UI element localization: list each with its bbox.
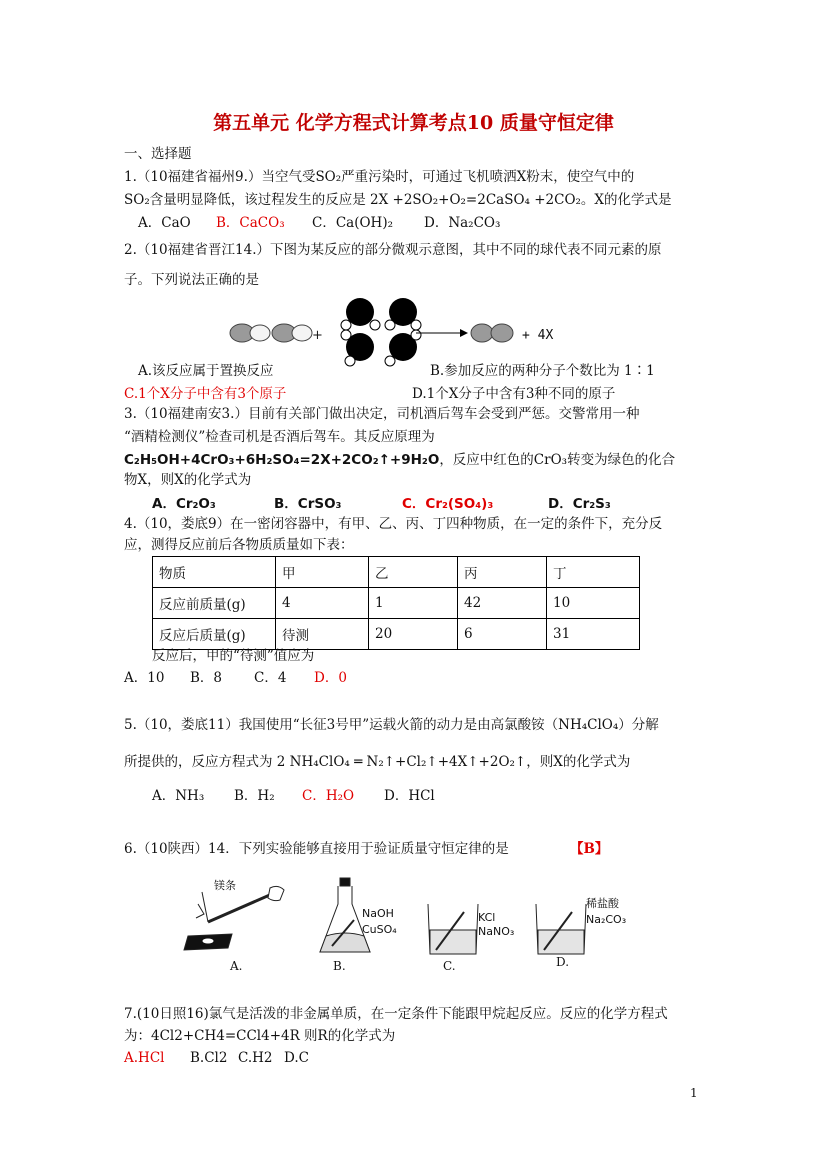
q4-option-d: D．0 <box>314 670 347 686</box>
q2-option-d: D.1个X分子中含有3种不同的原子 <box>412 386 616 402</box>
reactant-molecules-black <box>341 298 421 366</box>
label-cuso4: CuSO₄ <box>362 923 397 936</box>
product-4x: + 4X <box>522 328 554 343</box>
q5-line2: 所提供的，反应方程式为 2 NH₄ClO₄ ═ N₂↑+Cl₂↑+4X↑+2O₂↑，则X的化学式为 <box>124 754 631 770</box>
q3-line4: 物X，则X的化学式为 <box>124 472 252 488</box>
q6-answer: 【B】 <box>570 841 609 857</box>
reactant-molecule-2 <box>272 324 312 342</box>
q4-options <box>124 668 347 688</box>
label-magnesium: 镁条 <box>214 879 236 892</box>
table-row <box>153 588 640 619</box>
reaction-arrow <box>416 329 468 337</box>
q5-line1: 5.（10，娄底11）我国使用“长征3号甲”运载火箭的动力是由高氯酸铵（NH₄ClO₄）分解 <box>124 717 659 733</box>
table-cell: 甲 <box>276 557 369 588</box>
table-cell: 反应前质量(g) <box>153 588 276 619</box>
q7-option-d: D.C <box>284 1050 309 1066</box>
q3-option-a: A．Cr₂O₃ <box>152 496 216 512</box>
q3-option-c: C．Cr₂(SO₄)₃ <box>402 496 494 512</box>
label-naoh: NaOH <box>362 907 394 920</box>
label-nano3: NaNO₃ <box>478 925 515 938</box>
q3-options <box>152 494 611 514</box>
q4-line1: 4.（10，娄底9）在一密闭容器中，有甲、乙、丙、丁四种物质，在一定的条件下，充分反 <box>124 516 663 532</box>
q4-option-c: C．4 <box>254 670 287 686</box>
q4-option-a: A．10 <box>124 670 165 686</box>
section-heading: 一、选择题 <box>124 146 192 162</box>
label-kcl: KCl <box>478 911 496 924</box>
q4-line2: 应，测得反应前后各物质质量如下表： <box>124 537 354 553</box>
table-cell: 42 <box>458 588 547 619</box>
q5-option-c: C．H₂O <box>302 788 355 804</box>
q1-option-d: D．Na₂CO₃ <box>424 215 501 231</box>
q2-option-a: A.该反应属于置换反应 <box>138 363 274 379</box>
table-cell: 物质 <box>153 557 276 588</box>
table-cell: 待测 <box>276 619 369 650</box>
q2-line1: 2.（10福建省晋江14.）下图为某反应的部分微观示意图，其中不同的球代表不同元素的原 <box>124 242 662 258</box>
q7-option-b: B.Cl2 <box>190 1050 228 1066</box>
q3-line3 <box>124 450 675 470</box>
q6-line1: 6.（10陕西）14．下列实验能够直接用于验证质量守恒定律的是 <box>124 841 509 857</box>
table-row <box>153 557 640 588</box>
table-cell: 10 <box>547 588 640 619</box>
reactant-molecule-1 <box>230 324 270 342</box>
table-cell: 丁 <box>547 557 640 588</box>
q5-option-b: B．H₂ <box>234 788 275 804</box>
q5-option-d: D．HCl <box>384 788 435 804</box>
caption-d: D. <box>556 955 570 969</box>
q7-line2: 为：4Cl2+CH4=CCl4+4R 则R的化学式为 <box>124 1028 396 1044</box>
label-na2co3: Na₂CO₃ <box>586 913 627 926</box>
table-cell: 1 <box>369 588 458 619</box>
q1-options <box>138 213 500 233</box>
experiment-figures <box>180 874 640 974</box>
table-cell: 丙 <box>458 557 547 588</box>
q3-line2: “酒精检测仪”检查司机是否酒后驾车。其反应原理为 <box>124 429 435 445</box>
q1-option-b: B．CaCO₃ <box>216 215 285 231</box>
q1-line2: SO₂含量明显降低，该过程发生的反应是 2X +2SO₂+O₂=2CaSO₄ +2CO₂。X的化学式是 <box>124 192 672 208</box>
product-molecule <box>471 324 513 342</box>
q1-option-c: C．Ca(OH)₂ <box>312 215 393 231</box>
q7-option-c: C.H2 <box>238 1050 273 1066</box>
q5-option-a: A．NH₃ <box>152 788 205 804</box>
q4-line3: 反应后，甲的“待测”值应为 <box>152 648 315 664</box>
experiment-d <box>536 904 586 954</box>
page-title: 第五单元 化学方程式计算考点10 质量守恒定律 <box>213 112 614 134</box>
table-cell: 20 <box>369 619 458 650</box>
caption-a: A. <box>230 959 243 973</box>
q7-line1: 7.(10日照16)氯气是活泼的非金属单质，在一定条件下能跟甲烷起反应。反应的化学方程式 <box>124 1006 668 1022</box>
q3-equation: C₂H₅OH+4CrO₃+6H₂SO₄=2X+2CO₂↑+9H₂O <box>124 452 440 468</box>
table-cell: 4 <box>276 588 369 619</box>
q7-option-a: A.HCl <box>124 1050 165 1066</box>
table-cell: 乙 <box>369 557 458 588</box>
q2-option-b: B.参加反应的两种分子个数比为 1∶1 <box>430 363 655 379</box>
experiment-c <box>428 904 478 954</box>
q1-option-a: A．CaO <box>138 215 191 231</box>
table-cell: 6 <box>458 619 547 650</box>
table-row <box>153 619 640 650</box>
q7-options <box>124 1048 309 1068</box>
q2-option-c: C.1个X分子中含有3个原子 <box>124 386 287 402</box>
label-hcl: 稀盐酸 <box>586 897 619 910</box>
mass-table <box>152 556 640 650</box>
q2-line2: 子。下列说法正确的是 <box>124 272 259 288</box>
q5-options <box>152 786 435 806</box>
caption-c: C. <box>443 959 456 973</box>
table-cell: 反应后质量(g) <box>153 619 276 650</box>
q3-line1: 3.（10福建南安3.）目前有关部门做出决定，司机酒后驾车会受到严惩。交警常用一种 <box>124 406 640 422</box>
caption-b: B. <box>333 959 346 973</box>
q4-option-b: B．8 <box>190 670 223 686</box>
table-cell: 31 <box>547 619 640 650</box>
plus-sign: + <box>312 328 323 343</box>
q1-line1: 1.（10福建省福州9.）当空气受SO₂严重污染时，可通过飞机喷洒X粉末，使空气中的 <box>124 169 635 185</box>
q3-option-d: D．Cr₂S₃ <box>548 496 611 512</box>
q3-line3-text: ，反应中红色的CrO₃转变为绿色的化合 <box>439 452 676 468</box>
q3-option-b: B．CrSO₃ <box>274 496 342 512</box>
page-number: 1 <box>690 1086 698 1100</box>
